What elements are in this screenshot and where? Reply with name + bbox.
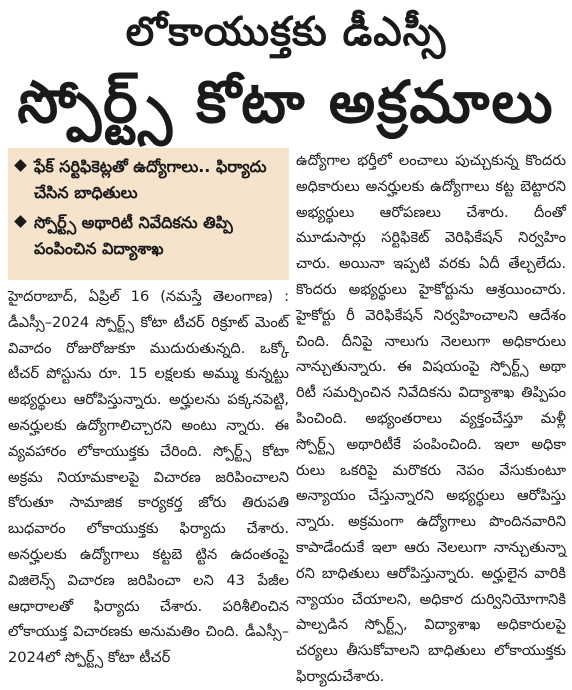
highlight-text: స్పోర్ట్స్ అథారిటీ నివేదికను తిప్పి పంపించిన విద్యాశాఖ	[34, 213, 233, 258]
highlight-text: ఫేక్ సర్టిఫికెట్లతో ఉద్యోగాలు.. ఫిర్యాదు చేసిన బాధితులు	[34, 157, 267, 202]
article-body-right: ఉద్యోగాల భర్తీలో లంచాలు పుచ్చుకున్న కొందరు అధికారులు అనర్హులకు ఉద్యోగాలు కట్ట బెట్టారని అభ్యర్థులు ఆరోపణలు చేశారు. దీంతో మూడుసార్లు సర్టిఫికెట్ వెరిఫికేషన్ నిర్వహిం చారు. అయినా ఇప్పటి వరకు ఏదీ తేల్చలేదు. కొందరు అభ్యర్థులు హైకోర్టును ఆశ్రయించారు. హైకోర్టు రీ వెరిఫికేషన్ నిర్వహించాలని ఆదేశం చింది. దీనిపై నాలుగు నెలలుగా అధికారులు నాన్చుతున్నారు. ఈ విషయంపై స్పోర్ట్స్ అథా రిటీ సమర్పించిన నివేదికను విద్యాశాఖ తిప్పిపం పించింది. అభ్యంతరాలు వ్యక్తంచేస్తూ మళ్లీ స్పోర్ట్స్ అథారిటీకే పంపించింది. ఇలా అధికా రులు ఒకరిపై మరొకరు నెపం వేసుకుంటూ అన్యాయం చేస్తున్నారని అభ్యర్థులు ఆరోపిస్తు న్నారు. అక్రమంగా ఉద్యోగాలు పొందినవారిని కాపాడేందుకే ఇలా ఆరు నెలలుగా నాన్చుతున్నా రని బాధితులు ఆరోపిస్తున్నారు. అర్హులైన వారికి న్యాయం చేయాలని, అధికార దుర్వినియోగానికి పాల్పడిన స్పోర్ట్స్, విద్యాశాఖ అధికారులపై చర్యలు తీసుకోవాలని బాధితులు లోకాయుక్తకు ఫిర్యాదుచేశారు.	[296, 152, 566, 685]
headline-line-2: స్పోర్ట్స్ కోటా అక్రమాలు	[17, 68, 555, 136]
diamond-bullet-icon	[14, 215, 27, 228]
highlights-box	[8, 148, 289, 280]
highlight-item	[16, 210, 281, 262]
left-column	[8, 148, 289, 671]
headline-line-1: లోకాయుక్తకు డీఎస్సీ	[125, 9, 447, 55]
article-body-left: హైదరాబాద్, ఏప్రిల్ 16 (నమస్తే తెలంగాణ) : డీఎస్సీ–2024 స్పోర్ట్స్ కోటా టీచర్ రిక్రూట్ మెంట్ వివాదం రోజురోజుకూ ముదురుతున్నది. ఒక్కో టీచర్ పోస్టును రూ. 15 లక్షలకు అమ్ము కున్నట్టు అభ్యర్థులు ఆరోపిస్తున్నారు. అర్హులను పక్కనపెట్టి, అనర్హులకు ఉద్యోగాలిచ్చారని అంటు న్నారు. ఈ వ్యవహారం లోకాయుక్తకు చేరింది. స్పోర్ట్స్ కోటా అక్రమ నియామకాలపై విచారణ జరిపించాలని కోరుతూ సామాజిక కార్యకర్త జోరు తిరుపతి బుధవారం లోకాయుక్తకు ఫిర్యాదు చేశారు. అనర్హులకు ఉద్యోగాలు కట్టబె ట్టిన ఉదంతంపై విజిలెన్స్ విచారణ జరిపించా లని 43 పేజీల ఆధారాలతో ఫిర్యాదు చేశారు. పరిశీలించిన లోకాయుక్త విచారణకు అనుమతిం చింది. డీఎస్సీ–2024లో స్పోర్ట్స్ కోటా టీచర్	[8, 288, 289, 667]
diamond-bullet-icon	[14, 159, 27, 172]
highlight-item	[16, 154, 281, 206]
right-column	[296, 148, 566, 690]
